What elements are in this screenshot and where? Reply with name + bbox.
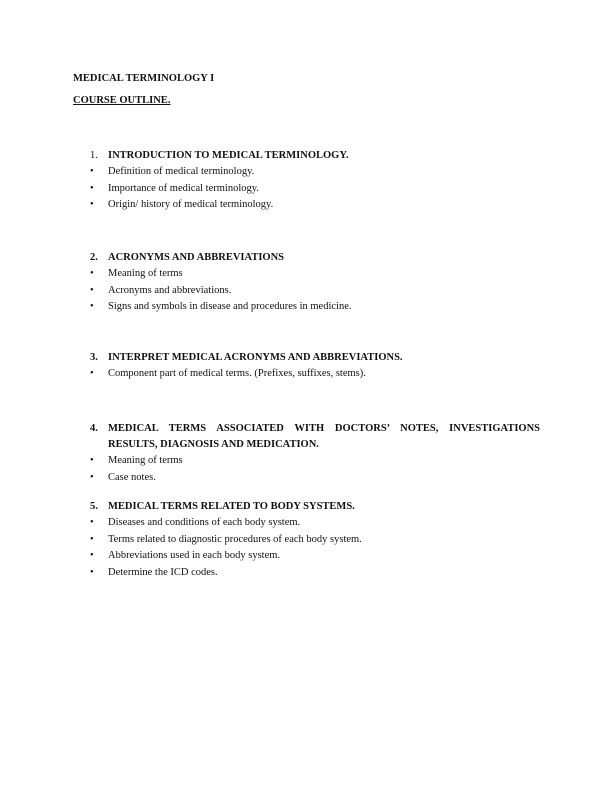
list-item: [90, 548, 540, 565]
course-outline-heading: COURSE OUTLINE.: [73, 95, 171, 106]
bullet-icon: •: [90, 199, 94, 210]
section-heading: [90, 421, 540, 453]
bullet-list: [90, 164, 540, 214]
list-item: [90, 164, 540, 181]
section-number: 5.: [90, 501, 98, 512]
section-number: 4.: [90, 423, 98, 434]
list-item: [90, 197, 540, 214]
section-heading-text: MEDICAL TERMS ASSOCIATED WITH DOCTORS’ NOTES, INVESTIGATIONS RESULTS, DIAGNOSIS AND MEDICATION.: [108, 423, 540, 450]
list-item: [90, 266, 540, 283]
bullet-icon: •: [90, 455, 94, 466]
bullet-icon: •: [90, 166, 94, 177]
outline-section-5: [90, 499, 540, 581]
bullet-icon: •: [90, 284, 94, 296]
list-item: [90, 181, 540, 198]
list-item-text: Acronyms and abbreviations.: [108, 284, 232, 296]
section-heading-text: INTERPRET MEDICAL ACRONYMS AND ABBREVIATIONS.: [108, 352, 403, 363]
outline-section-2: [90, 250, 540, 316]
list-item-text: Meaning of terms: [108, 455, 183, 466]
bullet-list: [90, 515, 540, 581]
section-heading-text: MEDICAL TERMS RELATED TO BODY SYSTEMS.: [108, 501, 355, 512]
section-heading: [90, 350, 540, 366]
list-item-text: Determine the ICD codes.: [108, 566, 218, 578]
bullet-icon: •: [90, 533, 94, 545]
list-item-text: Case notes.: [108, 471, 156, 483]
section-heading: [90, 148, 540, 164]
list-item-text: Origin/ history of medical terminology.: [108, 199, 274, 210]
list-item-text: Diseases and conditions of each body system.: [108, 517, 301, 528]
bullet-icon: •: [90, 550, 94, 561]
bullet-list: [90, 453, 540, 486]
list-item-text: Importance of medical terminology.: [108, 182, 259, 194]
list-item-text: Component part of medical terms. (Prefixes, suffixes, stems).: [108, 368, 366, 379]
section-number: 1.: [90, 150, 98, 161]
bullet-icon: •: [90, 301, 94, 312]
list-item-text: Meaning of terms: [108, 268, 183, 279]
bullet-list: [90, 366, 540, 383]
bullet-icon: •: [90, 368, 94, 379]
bullet-icon: •: [90, 182, 94, 194]
list-item: [90, 532, 540, 549]
list-item: [90, 515, 540, 532]
outline-section-4: [90, 421, 540, 486]
list-item-text: Definition of medical terminology.: [108, 166, 255, 177]
bullet-list: [90, 266, 540, 316]
list-item-text: Abbreviations used in each body system.: [108, 550, 281, 561]
section-heading: [90, 499, 540, 515]
section-heading-text: INTRODUCTION TO MEDICAL TERMINOLOGY.: [108, 150, 349, 161]
bullet-icon: •: [90, 471, 94, 483]
document-title: MEDICAL TERMINOLOGY I: [73, 73, 215, 84]
list-item: [90, 470, 540, 487]
bullet-icon: •: [90, 566, 94, 578]
list-item: [90, 299, 540, 316]
bullet-icon: •: [90, 268, 94, 279]
section-number: 2.: [90, 252, 98, 263]
outline-section-3: [90, 350, 540, 383]
list-item: [90, 283, 540, 300]
section-heading-text: ACRONYMS AND ABBREVIATIONS: [108, 252, 284, 263]
list-item: [90, 565, 540, 582]
bullet-icon: •: [90, 517, 94, 528]
section-number: 3.: [90, 352, 98, 363]
list-item: [90, 453, 540, 470]
list-item-text: Signs and symbols in disease and procedures in medicine.: [108, 301, 352, 312]
outline-section-1: [90, 148, 540, 214]
list-item: [90, 366, 540, 383]
section-heading: [90, 250, 540, 266]
list-item-text: Terms related to diagnostic procedures of each body system.: [108, 533, 362, 545]
